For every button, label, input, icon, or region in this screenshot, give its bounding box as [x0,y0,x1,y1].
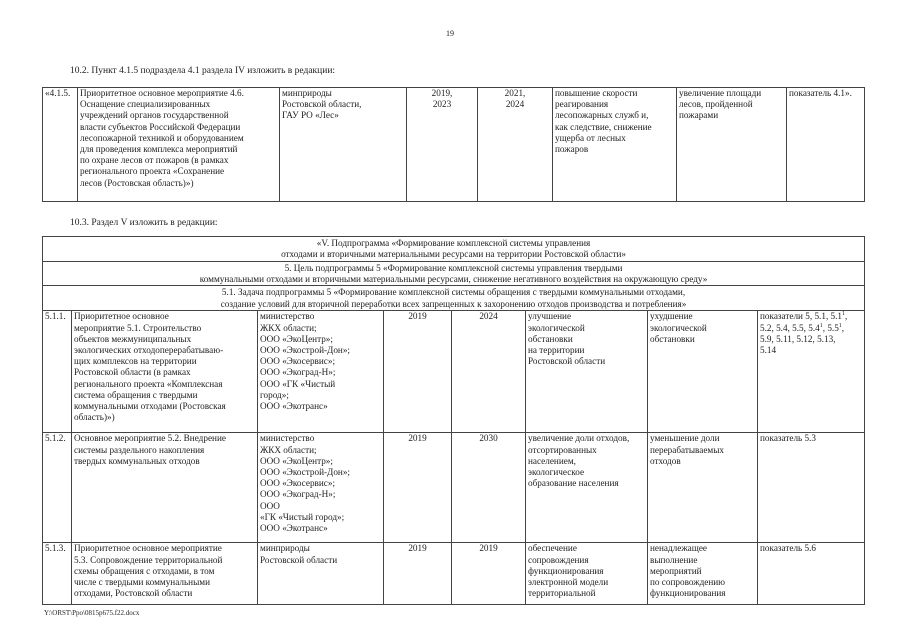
row-number: 5.1.3. [43,543,72,605]
end-year: 2030 [452,433,526,543]
related-indicators: показатель 4.1». [787,88,865,202]
paragraph-10-2: 10.2. Пункт 4.1.5 подраздела 4.1 раздела IV изложить в редакции: [70,66,336,76]
goal-header-row [43,262,865,286]
non-implementation-consequence: увеличение площади лесов, пройденной пожарами [677,88,787,202]
page-number: 19 [446,29,454,38]
measure-name: Основное мероприятие 5.2. Внедрение системы раздельного накопления твердых коммунальных отходов [72,433,258,543]
related-indicators: показатели 5, 5.1, $5.1^1$, 5.2, 5.4, 5.5, $5.4^1$, $5.5^1$, 5.9, 5.11, 5.12, 5.13, 5.14 [758,311,865,433]
table-row [43,433,865,543]
end-year: 2019 [452,543,526,605]
subprogram-header-row [43,237,865,262]
row-number: 5.1.2. [43,433,72,543]
start-year: 2019 [384,543,452,605]
non-implementation-consequence: ненадлежащее выполнение мероприятий по сопровождению функционирования [648,543,758,605]
file-path-footer: Y:\ORST\Ppo\0815p675.f22.docx [44,609,140,617]
table-row [43,543,865,605]
expected-result: увеличение доли отходов, отсортированных населением, экологическое образование населения [526,433,648,543]
row-number: «4.1.5. [43,88,78,202]
table-row [43,88,865,202]
paragraph-10-3: 10.3. Раздел V изложить в редакции: [70,218,218,228]
table-row [43,311,865,433]
table-section-4 [42,87,865,202]
measure-name: Приоритетное основное мероприятие 4.6. Оснащение специализированных учреждений органов государственной власти субъектов Российской Федерации лесопожарной техникой и оборудованием для проведения комплекса мероприятий по охране лесов от пожаров (в рамках регионального проекта «Сохранение лесов (Ростовская область)») [78,88,280,202]
table-section-5 [42,236,865,605]
subprogram-goal: 5. Цель подпрограммы 5 «Формирование комплексной системы управления твердыми коммунальными отходами и вторичными материальными ресурсами, снижение негативного воздействия на окружающую среду» [43,262,865,286]
measure-name: Приоритетное основное мероприятие 5.1. Строительство объектов межмуниципальных экологических отходоперерабатываю- щих комплексов на территории Ростовской области (в рамках регионального проекта «Комплексная система обращения с твердыми коммунальными отходами (Ростовская область)») [72,311,258,433]
row-number: 5.1.1. [43,311,72,433]
expected-result: обеспечение сопровождения функционирования электронной модели территориальной [526,543,648,605]
executor: минприроды Ростовской области [258,543,384,605]
expected-result: улучшение экологической обстановки на территории Ростовской области [526,311,648,433]
task-header-row [43,286,865,311]
non-implementation-consequence: уменьшение доли перерабатываемых отходов [648,433,758,543]
executor: минприроды Ростовской области, ГАУ РО «Лес» [280,88,407,202]
non-implementation-consequence: ухудшение экологической обстановки [648,311,758,433]
start-year: 2019 [384,311,452,433]
expected-result: повышение скорости реагирования лесопожарных служб и, как следствие, снижение ущерба от лесных пожаров [553,88,677,202]
subprogram-title: «V. Подпрограмма «Формирование комплексной системы управления отходами и вторичными материальными ресурсами на территории Ростовской области» [43,237,865,262]
executor: министерство ЖКХ области; ООО «ЭкоЦентр»; ООО «Экострой-Дон»; ООО «Экосервис»; ООО «Экоград-Н»; ООО «ГК «Чистый город»; ООО «Экотранс» [258,311,384,433]
related-indicators: показатель 5.3 [758,433,865,543]
subprogram-task: 5.1. Задача подпрограммы 5 «Формирование комплексной системы обращения с твердыми коммунальными отходами, создание условий для вторичной переработки всех запрещенных к захоронению отходов производства и потребления» [43,286,865,311]
end-year: 2021, 2024 [478,88,553,202]
executor: министерство ЖКХ области; ООО «ЭкоЦентр»; ООО «Экострой-Дон»; ООО «Экосервис»; ООО «Экоград-Н»; ООО «ГК «Чистый город»; ООО «Экотранс» [258,433,384,543]
start-year: 2019, 2023 [407,88,478,202]
end-year: 2024 [452,311,526,433]
measure-name: Приоритетное основное мероприятие 5.3. Сопровождение территориальной схемы обращения с отходами, в том числе с твердыми коммунальными отходами, Ростовской области [72,543,258,605]
related-indicators: показатель 5.6 [758,543,865,605]
start-year: 2019 [384,433,452,543]
